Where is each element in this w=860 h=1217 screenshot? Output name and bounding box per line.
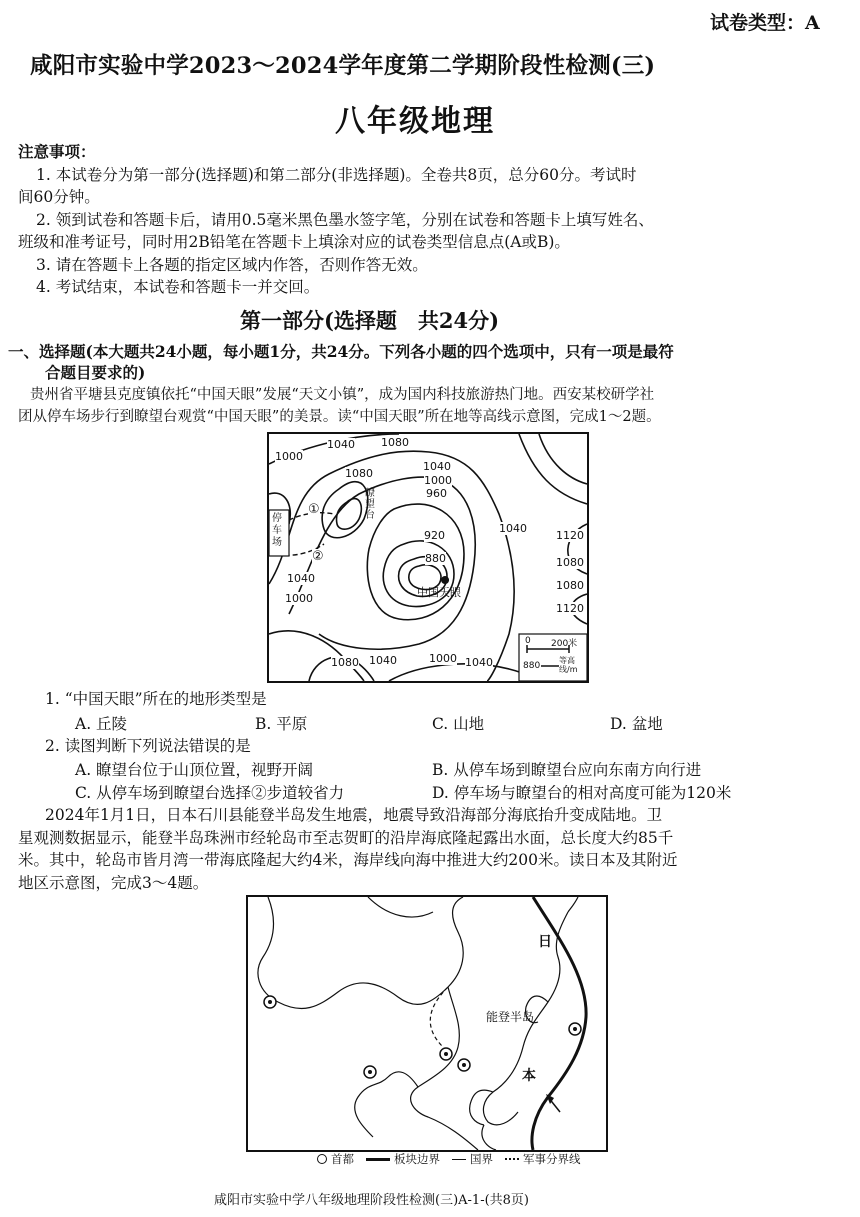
- legend-contour-text: 等高线/m: [559, 656, 578, 674]
- notes-heading: 注意事项：: [18, 142, 96, 161]
- contour-label-1000-bot: 1000: [429, 652, 457, 665]
- parking-label: 停车场: [272, 513, 282, 548]
- contour-label-1040-bot2: 1040: [465, 656, 493, 669]
- page-footer: 咸阳市实验中学八年级地理阶段性检测(三)A-1-(共8页): [214, 1193, 530, 1208]
- contour-label-1080-hill: 1080: [345, 467, 373, 480]
- contour-label-1080-r1: 1080: [556, 556, 584, 569]
- part1-title: 第一部分(选择题 共24分): [240, 308, 500, 333]
- scale-zero: 0: [525, 636, 531, 646]
- contour-label-1040-left: 1040: [287, 572, 315, 585]
- q1-option-c[interactable]: C. 山地: [432, 715, 485, 733]
- q2-option-c[interactable]: C. 从停车场到瞭望台选择②步道较省力: [75, 784, 345, 802]
- q1-option-b[interactable]: B. 平原: [255, 715, 308, 733]
- map-legend: [317, 1151, 581, 1167]
- passage2-line4: 地区示意图，完成3～4题。: [18, 874, 209, 892]
- route-2-label: ②: [312, 549, 324, 564]
- paper-type: 试卷类型：A: [710, 12, 820, 34]
- map-label-ben: 本: [522, 1065, 536, 1085]
- subject-title: 八年级地理: [335, 104, 495, 139]
- tianyan-label: 中国天眼: [417, 586, 461, 599]
- contour-label-1120-r1: 1120: [556, 529, 584, 542]
- scale-200: 200米: [551, 639, 578, 649]
- main-title: 咸阳市实验中学2023～2024学年度第二学期阶段性检测(三): [30, 53, 656, 79]
- japan-map: [246, 895, 608, 1152]
- legend-880: 880: [523, 661, 541, 671]
- q1-option-a[interactable]: A. 丘陵: [75, 715, 128, 733]
- notes-item3: 3. 请在答题卡上各题的指定区域内作答，否则作答无效。: [36, 256, 428, 274]
- lookout-label: 瞭望台: [365, 488, 375, 521]
- legend-border: 国界: [470, 1152, 493, 1166]
- contour-label-1080-bot: 1080: [331, 656, 359, 669]
- legend-capital: 首都: [331, 1152, 354, 1166]
- notes-item1-line2: 间60分钟。: [18, 188, 100, 206]
- passage2-line1: 2024年1月1日，日本石川县能登半岛发生地震，地震导致沿海部分海底抬升变成陆地。卫: [45, 806, 663, 824]
- notes-item4: 4. 考试结束，本试卷和答题卡一并交回。: [36, 278, 320, 296]
- contour-map: [267, 432, 589, 683]
- contour-label-1080-top: 1080: [381, 436, 409, 449]
- national-border-icon: [452, 1159, 466, 1160]
- contour-label-1040-right: 1040: [499, 522, 527, 535]
- contour-label-1120-r2: 1120: [556, 602, 584, 615]
- legend-plate: 板块边界: [394, 1152, 440, 1166]
- contour-label-1040-top: 1040: [327, 438, 355, 451]
- route-1-label: ①: [308, 502, 320, 517]
- contour-label-1040-mid: 1040: [423, 460, 451, 473]
- passage1-line1: 贵州省平塘县克度镇依托“中国天眼”发展“天文小镇”，成为国内科技旅游热门地。西安某校研学社: [30, 387, 655, 403]
- capital-icon: [317, 1154, 327, 1164]
- contour-label-1040-bot1: 1040: [369, 654, 397, 667]
- contour-label-1000-topleft: 1000: [275, 450, 303, 463]
- q2-option-b[interactable]: B. 从停车场到瞭望台应向东南方向行进: [432, 761, 702, 779]
- legend-military: 军事分界线: [523, 1152, 581, 1166]
- q1-stem: 1. “中国天眼”所在的地形类型是: [45, 690, 267, 708]
- passage1-line2: 团从停车场步行到瞭望台观赏“中国天眼”的美景。读“中国天眼”所在地等高线示意图，完成1～2题。: [18, 409, 661, 425]
- map-label-noto: 能登半岛: [486, 1010, 535, 1024]
- notes-item2-line1: 2. 领到试卷和答题卡后，请用0.5毫米黑色墨水签字笔，分别在试卷和答题卡上填写姓名、: [36, 211, 654, 229]
- q2-option-d[interactable]: D. 停车场与瞭望台的相对高度可能为120米: [432, 784, 732, 802]
- contour-label-1000-mid: 1000: [424, 474, 452, 487]
- notes-item1-line1: 1. 本试卷分为第一部分(选择题)和第二部分(非选择题)。全卷共8页，总分60分。考试时: [36, 166, 637, 184]
- contour-label-920: 920: [424, 529, 445, 542]
- q2-stem: 2. 读图判断下列说法错误的是: [45, 737, 251, 755]
- contour-label-1080-r2: 1080: [556, 579, 584, 592]
- contour-label-960: 960: [426, 487, 447, 500]
- notes-item2-line2: 班级和准考证号，同时用2B铅笔在答题卡上填涂对应的试卷类型信息点(A或B)。: [18, 233, 570, 251]
- passage2-line2: 星观测数据显示，能登半岛珠洲市经轮岛市至志贺町的沿岸海底隆起露出水面，总长度大约85千: [18, 829, 674, 847]
- contour-label-880: 880: [425, 552, 446, 565]
- part1-instruction-line2: 合题目要求的): [45, 363, 146, 382]
- part1-instruction-line1: 一、选择题(本大题共24小题，每小题1分，共24分。下列各小题的四个选项中，只有一项是最符: [8, 342, 674, 361]
- q2-option-a[interactable]: A. 瞭望台位于山顶位置，视野开阔: [75, 761, 314, 779]
- map-label-ri: 日: [538, 931, 552, 951]
- plate-boundary-icon: [366, 1158, 390, 1161]
- q1-option-d[interactable]: D. 盆地: [610, 715, 663, 733]
- passage2-line3: 米。其中，轮岛市皆月湾一带海底隆起大约4米，海岸线向海中推进大约200米。读日本及其附近: [18, 851, 678, 869]
- military-line-icon: [505, 1158, 519, 1160]
- contour-label-1000-left: 1000: [285, 592, 313, 605]
